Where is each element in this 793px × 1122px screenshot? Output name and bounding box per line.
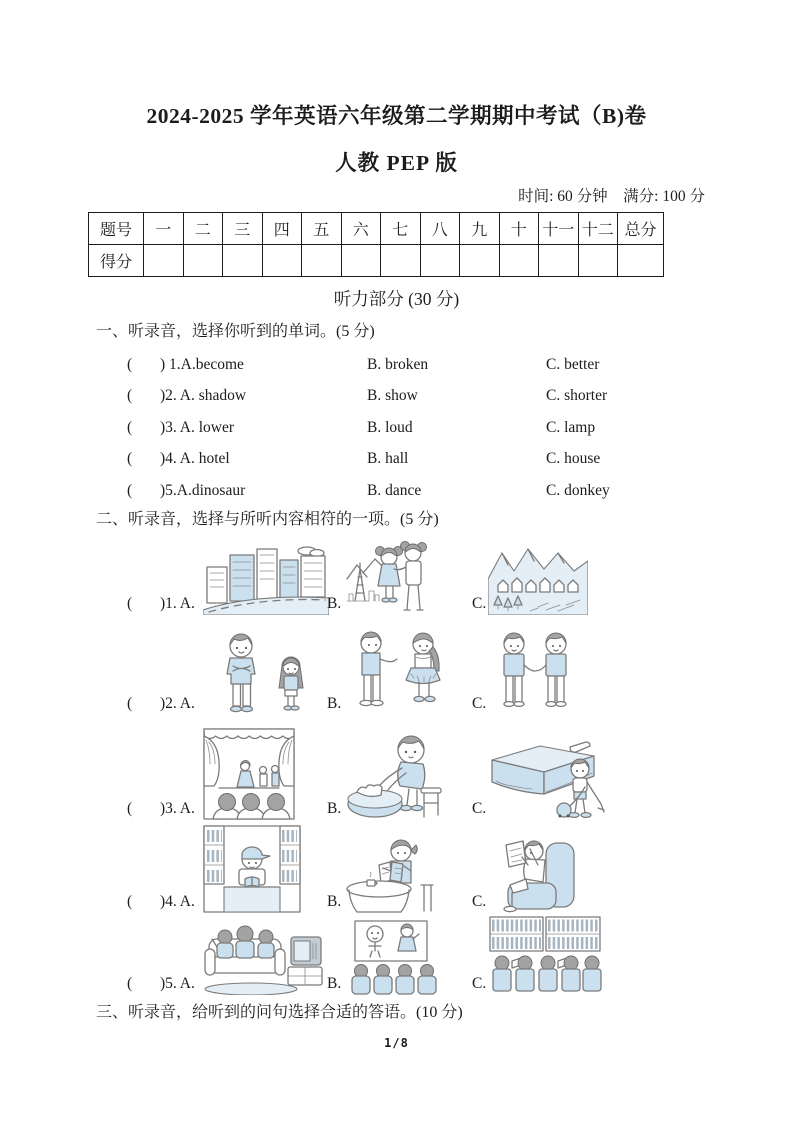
picture-stage-play [203,728,295,820]
boy-girl-skirt-illustration [345,629,457,715]
time-and-full-score: 时间: 60 分钟 满分: 100 分 [518,188,705,205]
score-header-cell: 八 [420,213,460,245]
score-header-cell: 四 [262,213,302,245]
score-header-cell: 九 [460,213,500,245]
score-cell-empty [183,245,223,277]
two-boys-illustration [488,631,584,715]
answer-bracket: ( [127,975,133,992]
score-header-cell: 题号 [89,213,144,245]
option-a-label: )2. A. [160,695,195,712]
answer-bracket: ( [127,481,133,499]
answer-bracket: ( [127,893,133,910]
picture-family-tv [203,913,323,995]
audience-screen-illustration [345,919,437,995]
answer-bracket: ( [127,595,133,612]
exam-edition: 人教 PEP 版 [335,151,458,175]
part2-question-2 [0,630,793,716]
answer-bracket: ( [127,695,133,712]
score-cell-empty [539,245,579,277]
stage-play-illustration [203,728,295,820]
mountain-village-illustration [488,545,588,615]
score-cell-empty [460,245,500,277]
part3-heading: 三、听录音，给听到的问句选择合适的答语。(10 分) [96,1004,463,1021]
picture-man-newspaper [488,831,584,913]
answer-bracket: ( [127,800,133,817]
score-header-cell: 十 [499,213,539,245]
tourists-illustration [345,539,429,615]
score-header-cell: 六 [341,213,381,245]
family-tv-illustration [203,913,323,995]
option-a-label: )5. A. [160,975,195,992]
option-c-label: C. [472,800,487,817]
girl-reading-illustration [345,829,437,913]
score-row-label: 得分 [89,245,144,277]
option-c: C. better [546,356,600,373]
listening-section-title: 听力部分 (30 分) [333,289,460,309]
option-b: B. broken [367,356,429,373]
option-a: ) 1.A.become [160,356,244,373]
option-c: C. house [546,450,601,468]
option-a: )5.A.dinosaur [160,481,246,499]
score-cell-empty [578,245,618,277]
library-boy-illustration [203,825,301,913]
part1-heading: 一、听录音，选择你听到的单词。(5 分) [96,323,375,340]
option-c: C. donkey [546,481,610,499]
part1-question-5 [0,475,793,506]
answer-bracket: ( [127,418,133,436]
score-cell-empty [144,245,184,277]
picture-city-street [203,543,329,615]
option-c-label: C. [472,595,487,612]
option-b-label: B. [327,893,342,910]
picture-boy-and-girl [203,631,323,715]
boy-girl-height-illustration [203,631,323,715]
option-c: C. lamp [546,418,596,436]
option-b-label: B. [327,975,342,992]
part1-question-4 [0,443,793,474]
option-a: )2. A. shadow [160,387,247,405]
picture-two-boys [488,631,584,715]
part1-question-3 [0,412,793,443]
answer-bracket: ( [127,450,133,468]
option-c-label: C. [472,695,487,712]
score-header-cell: 七 [381,213,421,245]
score-header-cell: 五 [302,213,342,245]
vacuuming-illustration [488,732,606,820]
option-a: )3. A. lower [160,418,235,436]
score-table-header-row [89,213,664,245]
picture-library-boy [203,825,301,913]
picture-tourists [345,539,429,615]
man-newspaper-illustration [488,831,584,913]
washing-clothes-illustration [345,730,447,820]
option-b: B. hall [367,450,409,468]
library-students-illustration [488,915,602,995]
city-street-illustration [203,543,329,615]
option-b: B. dance [367,481,422,499]
picture-library-students [488,915,602,995]
picture-girl-reading [345,829,437,913]
part1-question-2 [0,380,793,411]
option-b: B. show [367,387,418,405]
score-header-cell: 一 [144,213,184,245]
option-c-label: C. [472,893,487,910]
answer-bracket: ( [127,387,133,405]
part2-question-4 [0,826,793,914]
option-b: B. loud [367,418,413,436]
score-cell-empty [262,245,302,277]
option-b-label: B. [327,800,342,817]
answer-bracket: ( [127,356,133,373]
score-header-cell: 十二 [578,213,618,245]
score-cell-empty [420,245,460,277]
score-cell-empty [302,245,342,277]
option-b-label: B. [327,595,342,612]
picture-boy-girl-skirt [345,629,457,715]
score-header-cell: 三 [223,213,263,245]
score-cell-empty [341,245,381,277]
score-header-cell: 二 [183,213,223,245]
score-cell-empty [618,245,664,277]
score-table-score-row [89,245,664,277]
picture-washing-clothes [345,730,447,820]
option-a-label: )1. A. [160,595,195,612]
part2-question-3 [0,727,793,821]
score-cell-empty [499,245,539,277]
part2-question-5 [0,914,793,996]
score-header-cell: 总分 [618,213,664,245]
score-header-cell: 十一 [539,213,579,245]
score-cell-empty [381,245,421,277]
page-number: 1/8 [384,1036,409,1050]
part1-question-1 [0,349,793,380]
option-c: C. shorter [546,387,608,405]
score-cell-empty [223,245,263,277]
option-c-label: C. [472,975,487,992]
score-table [88,212,664,277]
option-a-label: )3. A. [160,800,195,817]
option-a-label: )4. A. [160,893,195,910]
option-b-label: B. [327,695,342,712]
picture-mountain-village [488,545,588,615]
exam-title: 2024-2025 学年英语六年级第二学期期中考试（B)卷 [146,104,647,128]
picture-vacuuming [488,732,606,820]
picture-audience-screen [345,919,437,995]
part2-heading: 二、听录音，选择与所听内容相符的一项。(5 分) [96,511,439,528]
option-a: )4. A. hotel [160,450,230,468]
part2-question-1 [0,540,793,616]
